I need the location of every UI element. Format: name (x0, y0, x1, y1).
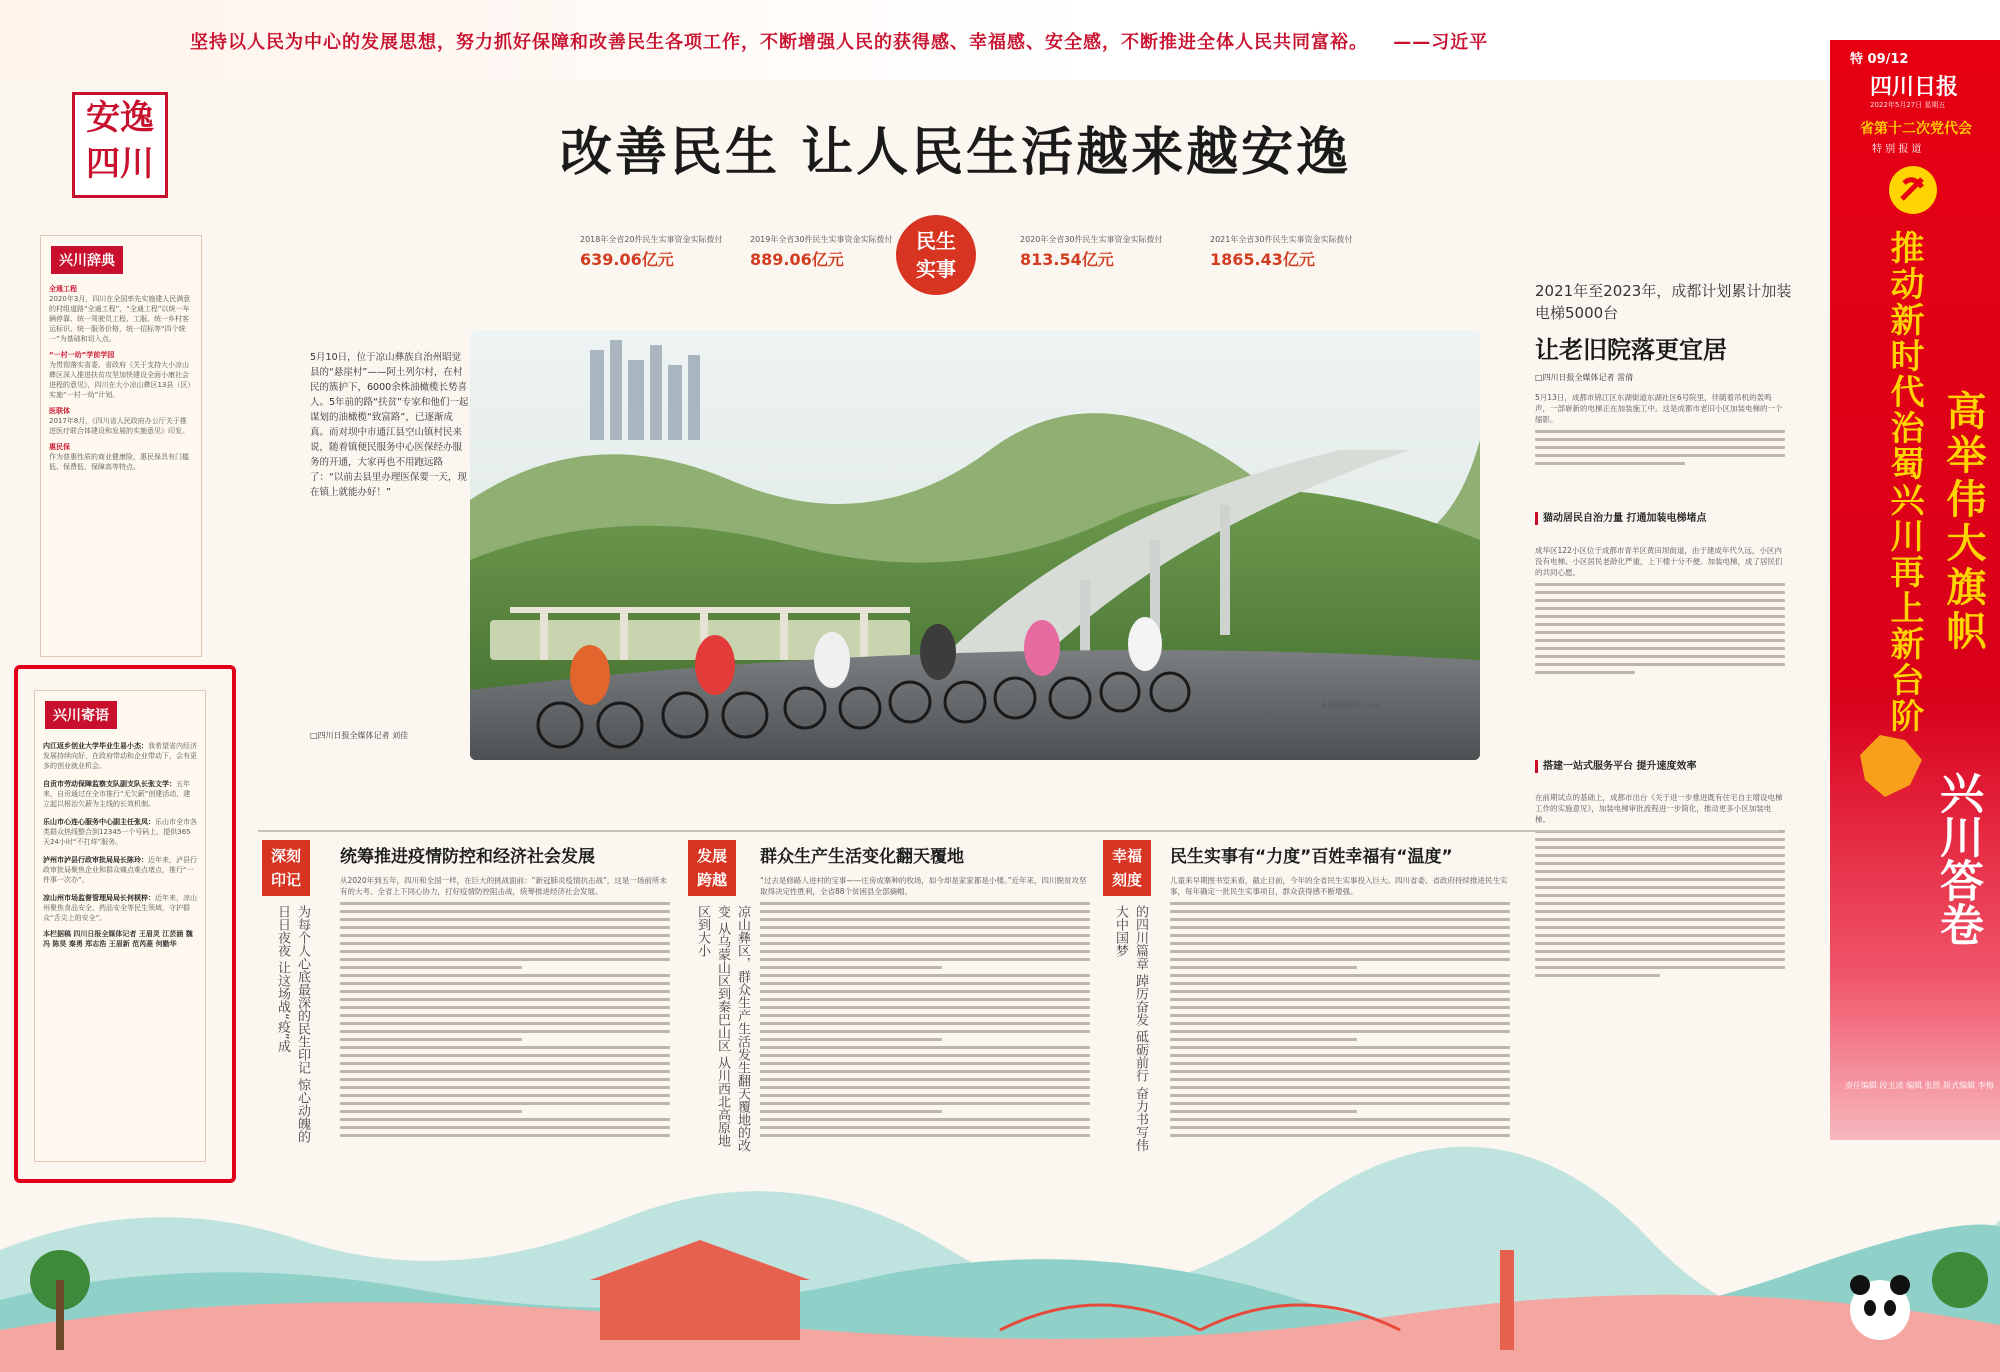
text-line (340, 1062, 670, 1065)
text-line (1170, 1110, 1357, 1113)
dict-text: 2017年8月，《四川省人民政府办公厅关于推进医疗联合体建设和发展的实施意见》印发。 (49, 417, 189, 435)
dict-term: 全通工程 (49, 285, 77, 293)
panel-slogan-b: 推动新时代治蜀兴川再上新台阶 (1884, 230, 1924, 734)
right-article-title: 让老旧院落更宜居 (1535, 336, 1727, 364)
text-line (1170, 1054, 1510, 1057)
section-title-2: 群众生产生活变化翻天覆地 (760, 847, 964, 867)
right-article-subhead-1: 猫动居民自治力量 打通加装电梯堵点 (1535, 512, 1706, 525)
stat-2018 (580, 235, 730, 270)
section-body-text: 从2020年到五年，四川和全国一样，在巨大的挑战面前：“新冠肺炎疫情抗击战”，这是一场前所未有的大考。全省上下同心协力，打好疫情防控阻击战，统筹推进经济社会发展。 (340, 876, 667, 896)
text-line (340, 934, 670, 937)
label-line: 发展 (696, 847, 727, 865)
text-line (340, 1118, 670, 1121)
text-line (760, 1038, 942, 1041)
section-quote-3: 的四川篇章 踔厉奋发 砥砺前行 奋力书写伟大中国梦 (1113, 905, 1148, 1152)
text-line (760, 958, 1090, 961)
text-line (760, 926, 1090, 929)
anyi-sichuan-logo (72, 92, 168, 198)
text-line (760, 998, 1090, 1001)
paper-name: 四川日报 (1870, 74, 1959, 100)
text-line (340, 1038, 522, 1041)
text-line (340, 1110, 522, 1113)
dict-entry (41, 350, 201, 400)
dict-term: 医联体 (49, 407, 70, 415)
text-line (760, 1102, 1090, 1105)
editors-credit: 责任编辑 段玉清 编辑 张凯 版式编辑 李梅 (1845, 1081, 1994, 1090)
text-line (1170, 942, 1510, 945)
letter-entry (35, 779, 205, 809)
text-line (1170, 1046, 1510, 1049)
text-line (760, 902, 1090, 905)
text-line (1170, 966, 1357, 969)
text-line (760, 982, 1090, 985)
dict-term: “一村一幼”学前学园 (49, 351, 115, 359)
text-line (340, 958, 670, 961)
page-headline: 改善民生 让人民生活越来越安逸 (560, 123, 1352, 183)
text-line (760, 918, 1090, 921)
paragraph-text: 成华区122小区位于成都市青羊区黄田坝街道，由于建成年代久远，小区内没有电梯。小区居民老龄化严重，上下楼十分不便。加装电梯，成了居民们的共同心愿。 (1535, 546, 1783, 577)
text-line (340, 974, 670, 977)
paragraph-text: 在前期试点的基础上，成都市出台《关于进一步推进既有住宅自主增设电梯工作的实施意见》，加装电梯审批流程进一步简化，推动更多小区加装电梯。 (1535, 793, 1783, 824)
panel-slogan-a: 高举伟大旗帜 (1940, 390, 1986, 654)
dict-title: 兴川辞典 (51, 246, 123, 274)
stat-label: 2019年全省30件民生实事资金实际拨付 (750, 235, 893, 244)
dict-text: 作为普惠性质的商业健康险，惠民保具有门槛低、保费低、保障高等特点。 (49, 453, 189, 471)
right-article-p3 (1535, 792, 1785, 1112)
text-line (340, 982, 670, 985)
text-line (1170, 934, 1510, 937)
text-line (760, 1030, 1090, 1033)
text-line (340, 926, 670, 929)
section-body-2 (760, 875, 1090, 1145)
text-line (1170, 910, 1510, 913)
label-line: 跨越 (696, 871, 727, 889)
text-line (1170, 1102, 1510, 1105)
stat-label: 2018年全省20件民生实事资金实际拨付 (580, 235, 723, 244)
text-line (760, 974, 1090, 977)
text-line (1170, 982, 1510, 985)
panel-calligraphy: 兴川答卷 (1932, 770, 1983, 946)
text-line (340, 1086, 670, 1089)
slogan-text: 坚持以人民为中心的发展思想，努力抓好保障和改善民生各项工作，不断增强人民的获得感、幸福感、安全感，不断推进全体人民共同富裕。 (190, 32, 1368, 53)
dict-entry (41, 406, 201, 436)
text-line (340, 998, 670, 1001)
letter-author: 内江返乡创业大学毕业生易小杰： (43, 742, 148, 750)
letters-title: 兴川寄语 (45, 701, 117, 729)
sidebar-letters (34, 690, 206, 1162)
paragraph-text: 5月13日，成都市锦江区东湖街道东湖社区6号院里，伴随着吊机的轰鸣声，一部崭新的电梯正在加装施工中。这是成都市老旧小区加装电梯的一个缩影。 (1535, 393, 1783, 424)
section-body-text: 儿童来早期图书室来看，截止目前，今年的全省民生实事投入巨大。四川省委、省政府持续推进民生实事，每年确定一批民生实事项目，群众获得感不断增强。 (1170, 876, 1508, 896)
letter-entry (35, 855, 205, 885)
section-title-1: 统筹推进疫情防控和经济社会发展 (340, 847, 595, 867)
logo-line-1: 安逸 (86, 98, 154, 138)
text-line (760, 1078, 1090, 1081)
section-body-1 (340, 875, 670, 1145)
text-line (1170, 1030, 1510, 1033)
right-article-header (1535, 280, 1795, 365)
livelihood-badge (896, 215, 976, 295)
right-article-subhead: 2021年至2023年，成都计划累计加装电梯5000台 (1535, 282, 1792, 322)
stat-label: 2020年全省30件民生实事资金实际拨付 (1020, 235, 1163, 244)
letter-entry (35, 817, 205, 847)
letter-text: 近年来，凉山州聚焦食品安全、药品安全等民生领域，守护群众“舌尖上的安全”。 (43, 894, 197, 922)
slogan-author: ——习近平 (1393, 32, 1489, 53)
stat-2021 (1210, 235, 1360, 270)
text-line (760, 1118, 1090, 1121)
landscape-illustration (470, 330, 1480, 760)
event-name: 省第十二次党代会 (1860, 121, 1972, 137)
text-line (760, 1062, 1090, 1065)
text-line (340, 1046, 670, 1049)
stat-value: 1865.43亿元 (1210, 250, 1315, 269)
text-line (1170, 974, 1510, 977)
text-line (1170, 918, 1510, 921)
stat-value: 639.06亿元 (580, 250, 674, 269)
text-line (1170, 1070, 1510, 1073)
text-line (760, 934, 1090, 937)
text-line (760, 1022, 1090, 1025)
text-line (1170, 1118, 1510, 1121)
dict-entry (41, 284, 201, 344)
text-line (340, 902, 670, 905)
text-line (1170, 926, 1510, 929)
text-line (1170, 998, 1510, 1001)
text-line (1170, 1094, 1510, 1097)
text-line (760, 942, 1090, 945)
letter-author: 乐山市心连心服务中心副主任张凤： (43, 818, 155, 826)
text-line (340, 1006, 670, 1009)
letter-author: 泸州市泸县行政审批局局长陈玲： (43, 856, 148, 864)
right-article-subhead-2: 搭建一站式服务平台 提升速度效率 (1535, 760, 1696, 773)
text-line (760, 1006, 1090, 1009)
letter-text: 近年来，泸县行政审批局聚焦企业和群众痛点难点堵点，推行“一件事一次办”。 (43, 856, 197, 884)
text-line (340, 1102, 670, 1105)
text-line (760, 1014, 1090, 1017)
text-line (1170, 950, 1510, 953)
text-line (340, 950, 670, 953)
label-line: 印记 (270, 871, 301, 889)
text-line (1170, 1126, 1510, 1129)
lede-byline: □四川日报全媒体记者 刘佳 (310, 731, 409, 740)
cityscape-illustration (0, 1130, 2000, 1372)
text-line (340, 1014, 670, 1017)
dict-text: 为贯彻落实省委、省政府《关于支持大小凉山彝区深入推进扶贫攻坚加快建设全面小康社会进程的意见》，四川在大小凉山彝区13县（区）实施“一村一幼”计划。 (49, 361, 191, 399)
dict-text: 2020年3月，四川在全国率先实施建人民满意的村组道路“全通工程”，“全通工程”以统一车辆停靠、统一驾驶员工程、工服、统一乡村客运标识、统一服务价格，统一招标等“四个统一”为基础和切入点。 (49, 295, 191, 343)
text-line (760, 910, 1090, 913)
right-article-byline: □四川日报全媒体记者 雷倩 (1535, 373, 1634, 382)
text-line (1170, 1014, 1510, 1017)
stat-value: 813.54亿元 (1020, 250, 1114, 269)
right-article-p1 (1535, 392, 1785, 502)
stat-label: 2021年全省30件民生实事资金实际拨付 (1210, 235, 1353, 244)
text-line (340, 918, 670, 921)
text-line (340, 1030, 670, 1033)
text-line (1170, 958, 1510, 961)
section-body-text: “过去是修路人进村的宝事——庄房成寨种的牧场，如今却是家家都是小楼。”近年来，四川脱贫攻坚取得决定性胜利，全省88个贫困县全部摘帽。 (760, 876, 1087, 896)
text-line (1170, 1038, 1357, 1041)
text-line (760, 1046, 1090, 1049)
lede-text: 5月10日，位于凉山彝族自治州昭觉县的“悬崖村”——阿土列尔村，在村民的簇护下，6000余株油橄榄长势喜人。5年前的路“扶贫”专家和他们一起谋划的油橄榄“致富路”，已逐渐成真。而对坝中市通江县空山镇村民来说，随着镇便民服务中心医保经办服务的开通，大家再也不用跑远路了：“以前去县里办理医保要一天，现在镇上就能办好！” (310, 352, 469, 498)
text-line (760, 966, 942, 969)
page-number: 特 09/12 (1850, 52, 1909, 67)
text-line (760, 1086, 1090, 1089)
letter-entry (35, 893, 205, 923)
section-quote-1: 为每个人心底最深的民生印记 惊心动魄的日日夜夜 让这场战“疫”成 (275, 905, 310, 1144)
stats-row (540, 235, 1460, 295)
text-line (760, 1070, 1090, 1073)
label-line: 幸福 (1111, 847, 1142, 865)
panda-icon (1850, 1275, 1910, 1340)
letter-text: 五年来，自贡通过在全市推行“无欠薪”创建活动，建立起以根治欠薪为主线的长效机制。 (43, 780, 191, 808)
stat-2019 (750, 235, 900, 270)
text-line (760, 1110, 942, 1113)
stat-value: 889.06亿元 (750, 250, 844, 269)
section-body-3 (1170, 875, 1510, 1145)
stat-2020 (1020, 235, 1170, 270)
feature-photo (470, 330, 1480, 760)
text-line (340, 1022, 670, 1025)
letter-text: 我希望省内经济发展持续向好，在政府带动和企业带动下，会有更多的创业就业机会。 (43, 742, 197, 770)
text-line (1170, 902, 1510, 905)
text-line (1170, 1086, 1510, 1089)
label-line: 刻度 (1111, 871, 1142, 889)
text-line (760, 990, 1090, 993)
text-line (340, 942, 670, 945)
section-quote-2: 凉山彝区，群众生产生活发生翻天覆地的改变 从乌蒙山区到秦巴山区 从川西北高原地区到大小 (695, 905, 750, 1152)
text-line (760, 1054, 1090, 1057)
party-emblem-icon (1888, 165, 1938, 219)
dict-term: 惠民保 (49, 443, 70, 451)
text-line (1170, 1078, 1510, 1081)
text-line (1170, 1062, 1510, 1065)
text-line (340, 1054, 670, 1057)
text-line (340, 990, 670, 993)
text-line (340, 1094, 670, 1097)
paper-date: 2022年5月27日 星期五 (1870, 101, 1946, 109)
sidebar-dictionary (40, 235, 202, 657)
text-line (760, 950, 1090, 953)
section-title-3: 民生实事有“力度”百姓幸福有“温度” (1170, 847, 1453, 867)
text-line (1170, 990, 1510, 993)
letters-byline: 本栏据稿 四川日报全媒体记者 王眉灵 江芸涵 魏冯 陈昊 秦勇 郑志浩 王眉新 范芮菱 何勤华 (43, 930, 193, 948)
bottom-illustration (0, 1130, 2000, 1372)
sichuan-map-icon (1850, 725, 1930, 809)
photo-caption: 本报制图/张小科 (1320, 701, 1379, 710)
letter-author: 凉山州市场监督管理局局长何棂梓： (43, 894, 155, 902)
logo-line-2: 四川 (86, 144, 154, 184)
text-line (760, 1126, 1090, 1129)
text-line (1170, 1006, 1510, 1009)
text-line (340, 1070, 670, 1073)
letter-text: 乐山市全市各类群众热线整合到12345一个号码上，提供365天24小时“不打烊”服务。 (43, 818, 197, 846)
dict-entry (41, 442, 201, 472)
section-label-2 (688, 840, 736, 896)
letter-author: 自贡市劳动保障监察支队副支队长张文学： (43, 780, 176, 788)
text-line (760, 1094, 1090, 1097)
banner-slogan (190, 28, 1488, 54)
letter-entry (35, 741, 205, 771)
section-label-1 (262, 840, 310, 896)
badge-line-2: 实事 (916, 257, 956, 281)
section-label-3 (1103, 840, 1151, 896)
text-line (340, 1126, 670, 1129)
text-line (340, 966, 522, 969)
right-article-p2 (1535, 545, 1785, 745)
section-divider (258, 830, 1778, 832)
label-line: 深刻 (270, 847, 301, 865)
edition-label: 特 别 报 道 (1872, 144, 1922, 155)
badge-line-1: 民生 (916, 229, 956, 253)
text-line (340, 1078, 670, 1081)
text-line (1170, 1022, 1510, 1025)
text-line (340, 910, 670, 913)
